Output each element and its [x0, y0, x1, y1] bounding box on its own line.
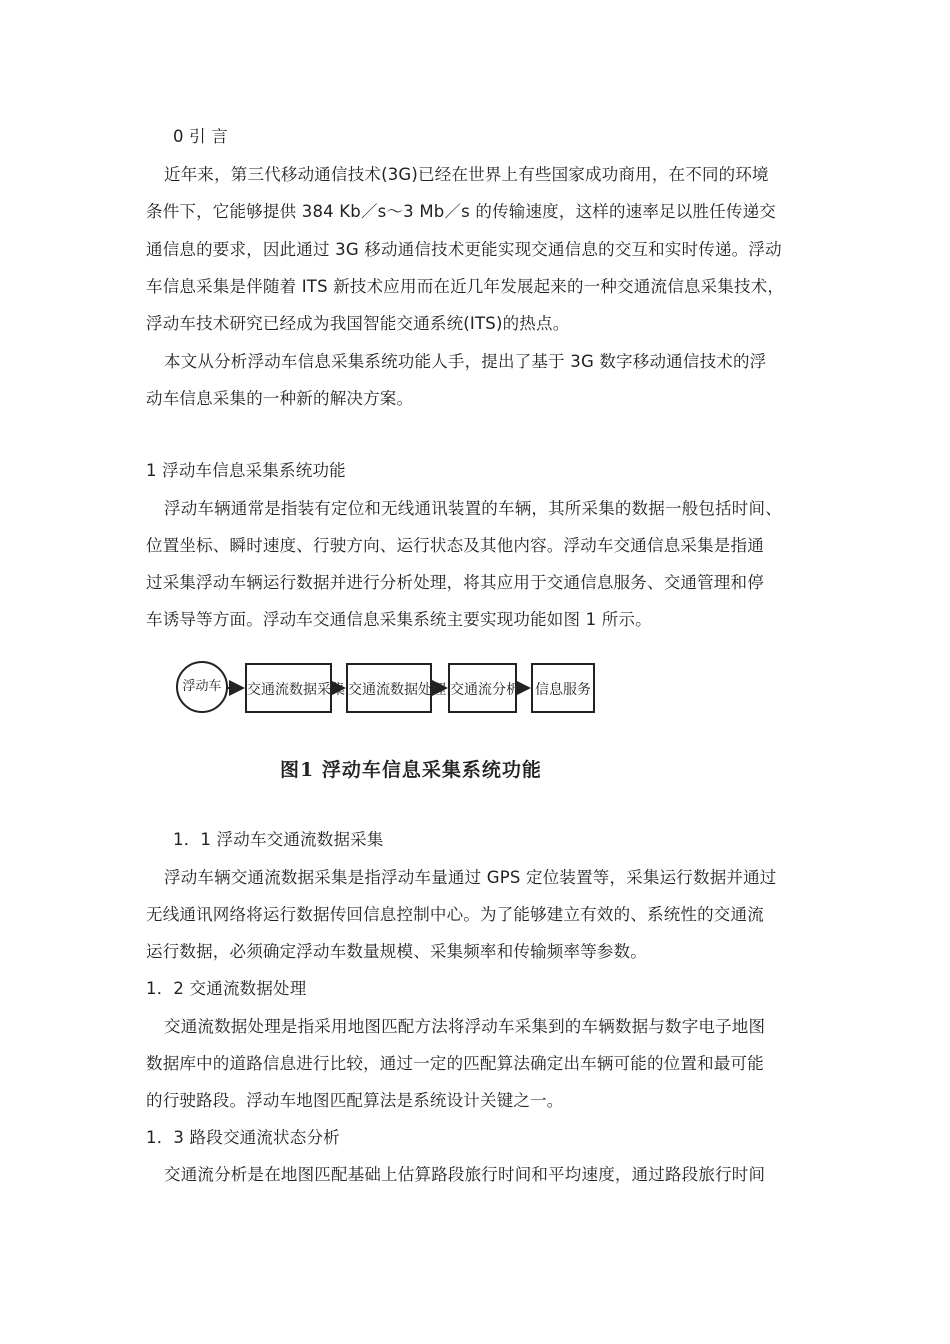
paragraph-line: 浮动车辆交通流数据采集是指浮动车量通过 GPS 定位装置等，采集运行数据并通过 [164, 868, 777, 887]
paragraph-line: 位置坐标、瞬时速度、行驶方向、运行状态及其他内容。浮动车交通信息采集是指通 [146, 536, 764, 555]
paragraph-line: 条件下，它能够提供 384 Kb／s～3 Mb／s 的传输速度，这样的速率足以胜任传递交 [146, 202, 776, 221]
paragraph-line: 交通流数据处理是指采用地图匹配方法将浮动车采集到的车辆数据与数字电子地图 [164, 1017, 766, 1036]
node-flow-analysis: 交通流分析 [448, 663, 517, 713]
subsection-heading: 1．1 浮动车交通流数据采集 [173, 830, 384, 849]
figure-1-flowchart [172, 655, 612, 795]
paragraph-line: 近年来，第三代移动通信技术(3G)已经在世界上有些国家成功商用，在不同的环境 [164, 165, 769, 184]
node-info-service: 信息服务 [531, 663, 595, 713]
paragraph-line: 无线通讯网络将运行数据传回信息控制中心。为了能够建立有效的、系统性的交通流 [146, 905, 764, 924]
paragraph-line: 通信息的要求，因此通过 3G 移动通信技术更能实现交通信息的交互和实时传递。浮动 [146, 240, 782, 259]
paragraph-line: 数据库中的道路信息进行比较，通过一定的匹配算法确定出车辆可能的位置和最可能 [146, 1054, 764, 1073]
intro-heading: 0 引 言 [173, 127, 228, 146]
paragraph-line: 动车信息采集的一种新的解决方案。 [146, 389, 414, 408]
paragraph-line: 过采集浮动车辆运行数据并进行分析处理，将其应用于交通信息服务、交通管理和停 [146, 573, 764, 592]
node-floating-car: 浮动车 [176, 661, 228, 713]
section-heading: 1 浮动车信息采集系统功能 [146, 461, 346, 480]
paragraph-line: 运行数据，必须确定浮动车数量规模、采集频率和传输频率等参数。 [146, 942, 647, 961]
paragraph-line: 浮动车辆通常是指装有定位和无线通讯装置的车辆，其所采集的数据一般包括时间、 [164, 499, 782, 518]
node-data-processing: 交通流数据处理 [346, 663, 432, 713]
paragraph-line: 浮动车技术研究已经成为我国智能交通系统(ITS)的热点。 [146, 314, 570, 333]
paragraph-line: 交通流分析是在地图匹配基础上估算路段旅行时间和平均速度，通过路段旅行时间 [164, 1165, 766, 1184]
figure-caption: 图1 浮动车信息采集系统功能 [280, 759, 542, 781]
node-data-collection: 交通流数据采集 [245, 663, 332, 713]
subsection-heading: 1．2 交通流数据处理 [146, 979, 307, 998]
subsection-heading: 1．3 路段交通流状态分析 [146, 1128, 340, 1147]
paragraph-line: 本文从分析浮动车信息采集系统功能人手，提出了基于 3G 数字移动通信技术的浮 [164, 352, 767, 371]
paragraph-line: 车信息采集是伴随着 ITS 新技术应用而在近几年发展起来的一种交通流信息采集技术， [146, 277, 785, 296]
paragraph-line: 车诱导等方面。浮动车交通信息采集系统主要实现功能如图 1 所示。 [146, 610, 652, 629]
paragraph-line: 的行驶路段。浮动车地图匹配算法是系统设计关键之一。 [146, 1091, 564, 1110]
